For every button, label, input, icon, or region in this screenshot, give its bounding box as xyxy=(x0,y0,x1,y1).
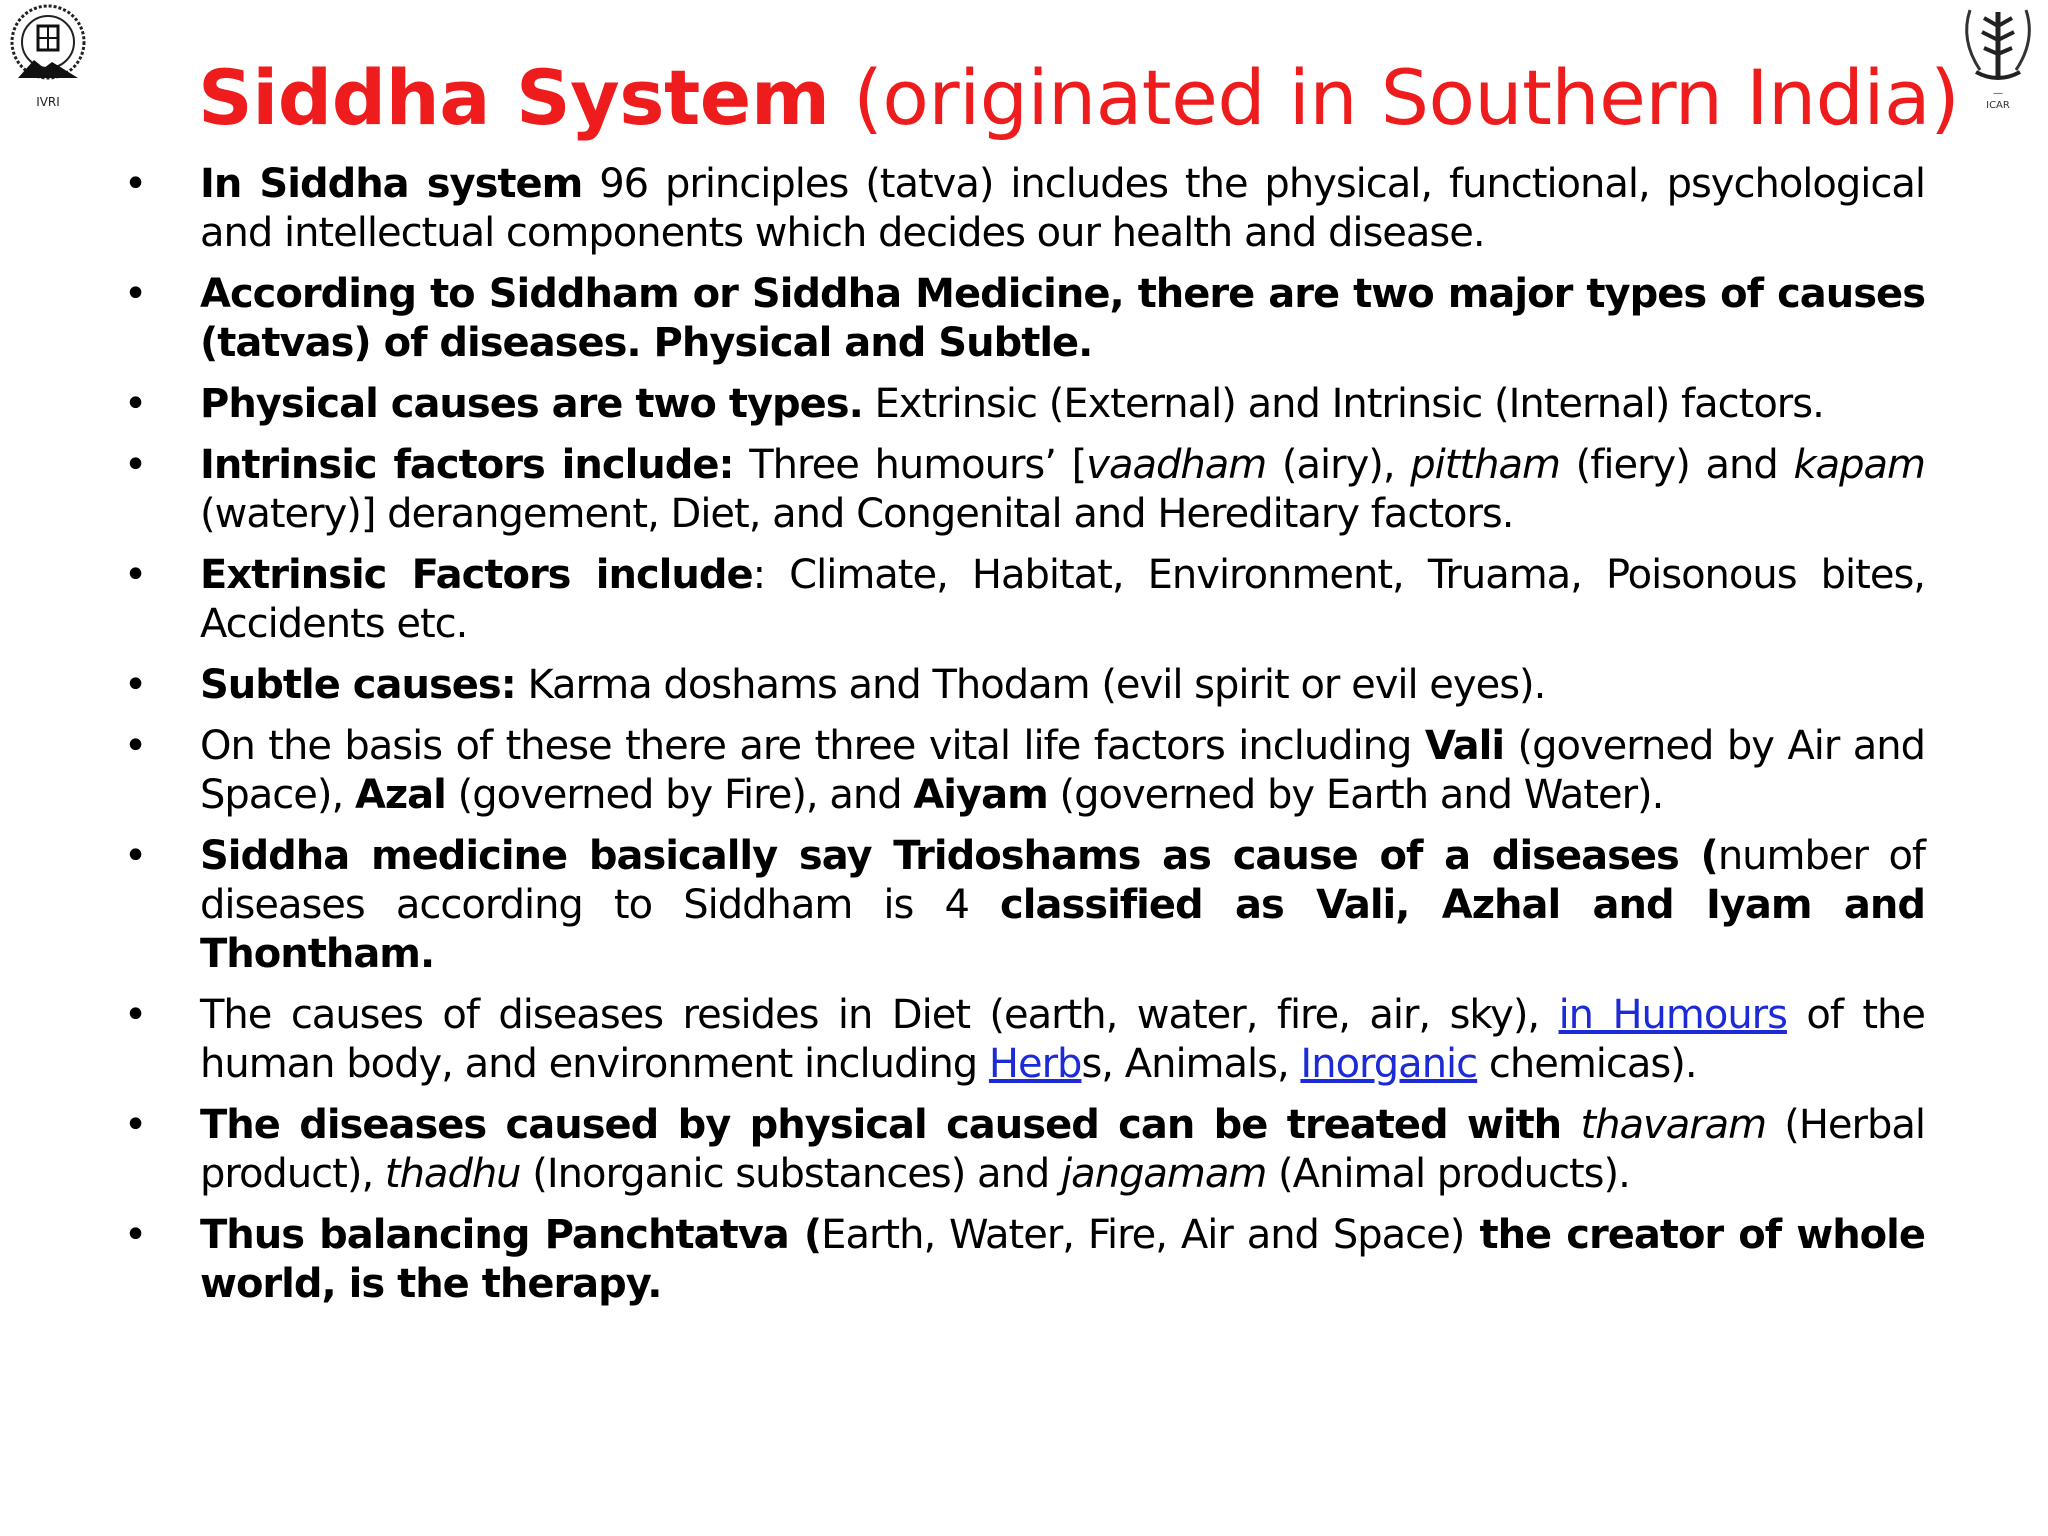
body-text: of the human body, and environment including xyxy=(200,992,1925,1087)
body-text: (Inorganic substances) and xyxy=(520,1151,1061,1197)
bold-text: In Siddha system xyxy=(200,161,583,207)
bold-text: Vali xyxy=(1424,723,1505,769)
body-text: (Animal products). xyxy=(1266,1151,1630,1197)
svg-text:—: — xyxy=(1993,88,2003,99)
bullet-dot: • xyxy=(123,723,147,769)
body-text: Earth, Water, Fire, Air and Space) xyxy=(821,1212,1465,1258)
bold-text: Extrinsic Factors include xyxy=(200,552,753,598)
bold-text: classified as Vali, Azhal and Iyam and Thontham. xyxy=(200,882,1925,977)
bold-text: The diseases caused by physical caused can be treated with xyxy=(200,1102,1581,1148)
bullet-item xyxy=(120,991,1925,1089)
body-text: Three humours’ [ xyxy=(733,442,1087,488)
bullet-dot: • xyxy=(123,161,147,207)
body-text: (fiery) and xyxy=(1559,442,1794,488)
bullet-item xyxy=(120,1101,1925,1199)
bullet-list xyxy=(120,160,1925,1321)
body-text: number of diseases according to Siddham is 4 xyxy=(200,833,1925,928)
icar-logo xyxy=(1950,0,2046,112)
bullet-item xyxy=(120,270,1925,368)
italic-text: pittham xyxy=(1410,442,1560,488)
body-text: The causes of diseases resides in Diet (earth, water, fire, air, sky), xyxy=(200,992,1559,1038)
bullet-dot: • xyxy=(123,833,147,879)
body-text: (governed by Earth and Water). xyxy=(1047,772,1664,818)
italic-text: kapam xyxy=(1793,442,1926,488)
bullet-item xyxy=(120,1211,1925,1309)
bold-text: the creator of whole world, is the therapy. xyxy=(200,1212,1925,1307)
inline-link[interactable]: Herb xyxy=(988,1041,1082,1087)
bullet-dot: • xyxy=(123,992,147,1038)
inline-link[interactable]: in Humours xyxy=(1558,992,1787,1038)
body-text: On the basis of these there are three vital life factors including xyxy=(200,723,1425,769)
body-text: : Climate, Habitat, Environment, Truama, Poisonous bites, Accidents etc. xyxy=(200,552,1925,647)
bullet-item xyxy=(120,832,1925,979)
ivri-logo xyxy=(4,2,92,114)
bold-text: Thus balancing Panchtatva ( xyxy=(200,1212,822,1258)
slide-title-rest: (originated in Southern India) xyxy=(829,53,1960,142)
italic-text: thadhu xyxy=(384,1151,521,1197)
bold-text: Azal xyxy=(354,772,446,818)
icar-logo-text: ICAR xyxy=(1986,100,2010,111)
bold-text: Aiyam xyxy=(913,772,1048,818)
slide-title xyxy=(198,52,1960,144)
body-text: 96 principles (tatva) includes the physical, functional, psychological and intellectual components which decides our health and disease. xyxy=(200,161,1925,256)
bullet-item xyxy=(120,441,1925,539)
bullet-item xyxy=(120,380,1925,429)
bullet-dot: • xyxy=(123,381,147,427)
body-text: (Herbal product), xyxy=(200,1102,1926,1197)
body-text: (airy), xyxy=(1266,442,1411,488)
bullet-dot: • xyxy=(123,442,147,488)
body-text: s, Animals, xyxy=(1081,1041,1301,1087)
body-text: Karma doshams and Thodam (evil spirit or evil eyes). xyxy=(515,662,1546,708)
bold-text: Siddha medicine basically say Tridoshams as cause of a diseases ( xyxy=(200,833,1718,879)
bullet-item xyxy=(120,722,1925,820)
slide-title-bold: Siddha System xyxy=(198,53,830,142)
bullet-dot: • xyxy=(123,1102,147,1148)
body-text: (governed by Fire), and xyxy=(445,772,914,818)
bullet-dot: • xyxy=(123,1212,147,1258)
body-text: chemicas). xyxy=(1477,1041,1697,1087)
body-text: (watery)] derangement, Diet, and Congenital and Hereditary factors. xyxy=(200,491,1514,537)
body-text: (governed by Air and Space), xyxy=(200,723,1925,818)
inline-link[interactable]: Inorganic xyxy=(1300,1041,1478,1087)
bold-text: According to Siddham or Siddha Medicine, there are two major types of causes (tatvas) of diseases. Physical and Subtle. xyxy=(200,271,1925,366)
ivri-logo-text: IVRI xyxy=(36,95,60,109)
bold-text: Physical causes are two types. xyxy=(200,381,863,427)
bullet-item xyxy=(120,551,1925,649)
bullet-dot: • xyxy=(123,662,147,708)
bold-text: Intrinsic factors include: xyxy=(200,442,734,488)
bullet-item xyxy=(120,160,1925,258)
italic-text: vaadham xyxy=(1086,442,1267,488)
bold-text: Subtle causes: xyxy=(200,662,516,708)
bullet-dot: • xyxy=(123,552,147,598)
italic-text: thavaram xyxy=(1580,1102,1767,1148)
body-text: Extrinsic (External) and Intrinsic (Internal) factors. xyxy=(862,381,1824,427)
italic-text: jangamam xyxy=(1061,1151,1267,1197)
bullet-item xyxy=(120,661,1925,710)
bullet-dot: • xyxy=(123,271,147,317)
